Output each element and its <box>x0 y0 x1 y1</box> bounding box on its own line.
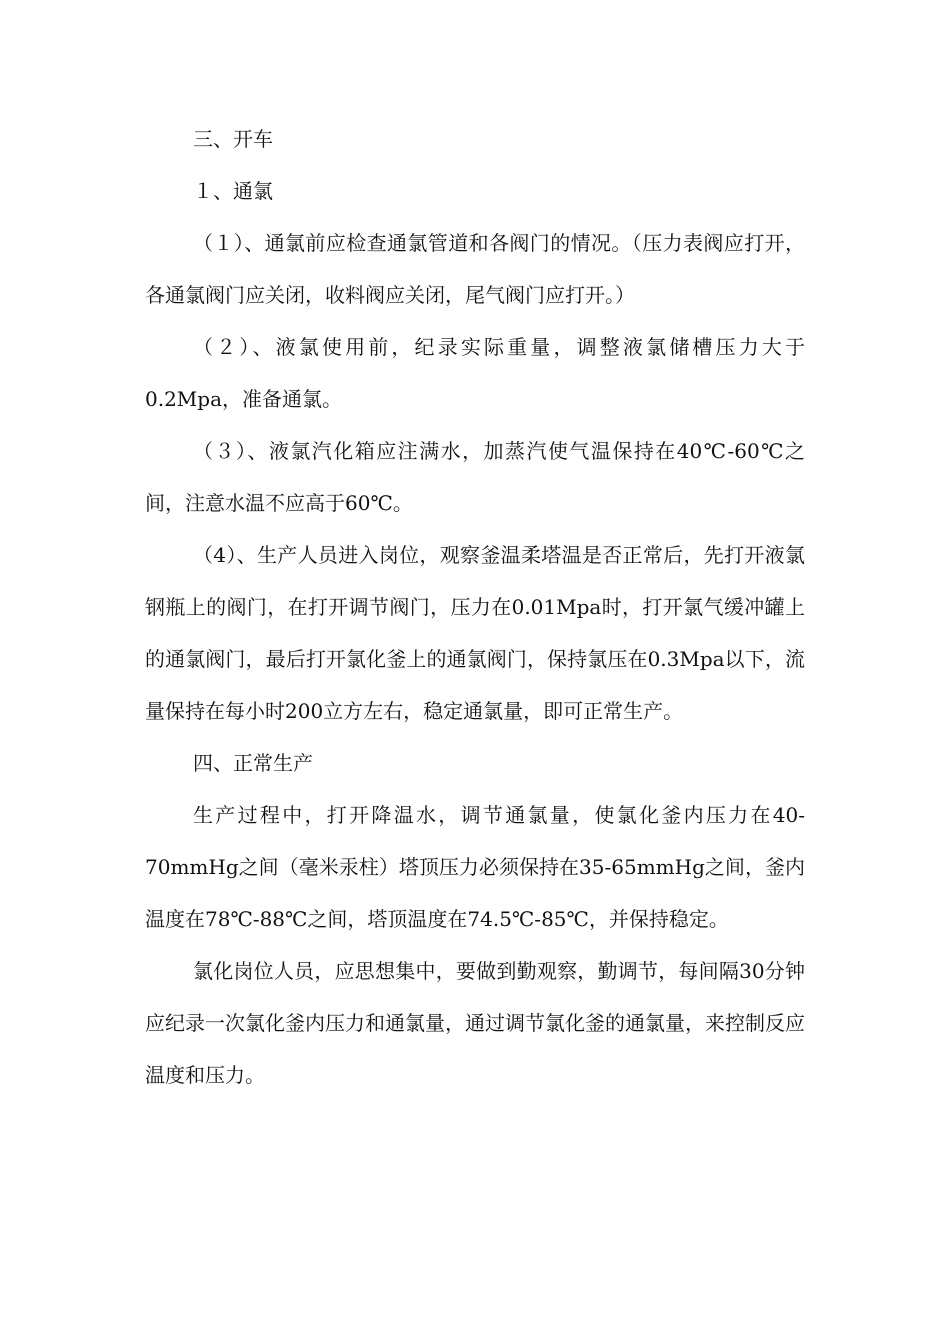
paragraph-step-2: （２）、液氯使用前，纪录实际重量，调整液氯储槽压力大于0.2Mpa，准备通氯。 <box>145 335 805 411</box>
paragraph-step-3: （３）、液氯汽化箱应注满水，加蒸汽使气温保持在40℃-60℃之间，注意水温不应高于60℃。 <box>145 439 805 515</box>
paragraph-step-4: （4）、生产人员进入岗位，观察釜温柔塔温是否正常后，先打开液氯钢瓶上的阀门，在打开调节阀门，压力在0.01Mpa时，打开氯气缓冲罐上的通氯阀门，最后打开氯化釜上的通氯阀门，保持氯压在0.3Mpa以下，流量保持在每小时200立方左右，稳定通氯量，即可正常生产。 <box>145 543 805 723</box>
paragraph-step-1: （１）、通氯前应检查通氯管道和各阀门的情况。（压力表阀应打开，各通氯阀门应关闭，收料阀应关闭，尾气阀门应打开。） <box>145 231 805 307</box>
subsection-heading-chlorine: １、通氯 <box>193 179 273 203</box>
paragraph-production-process: 生产过程中，打开降温水，调节通氯量，使氯化釜内压力在40-70mmHg之间（毫米汞柱）塔顶压力必须保持在35-65mmHg之间，釜内温度在78℃-88℃之间，塔顶温度在74.5℃-85℃，并保持稳定。 <box>145 803 805 931</box>
paragraph-operator-duty: 氯化岗位人员，应思想集中，要做到勤观察，勤调节，每间隔30分钟应纪录一次氯化釜内压力和通氯量，通过调节氯化釜的通氯量，来控制反应温度和压力。 <box>145 959 805 1087</box>
section-heading-start: 三、开车 <box>193 127 273 151</box>
document-body <box>145 113 805 1101</box>
section-heading-normal-production: 四、正常生产 <box>193 751 313 775</box>
